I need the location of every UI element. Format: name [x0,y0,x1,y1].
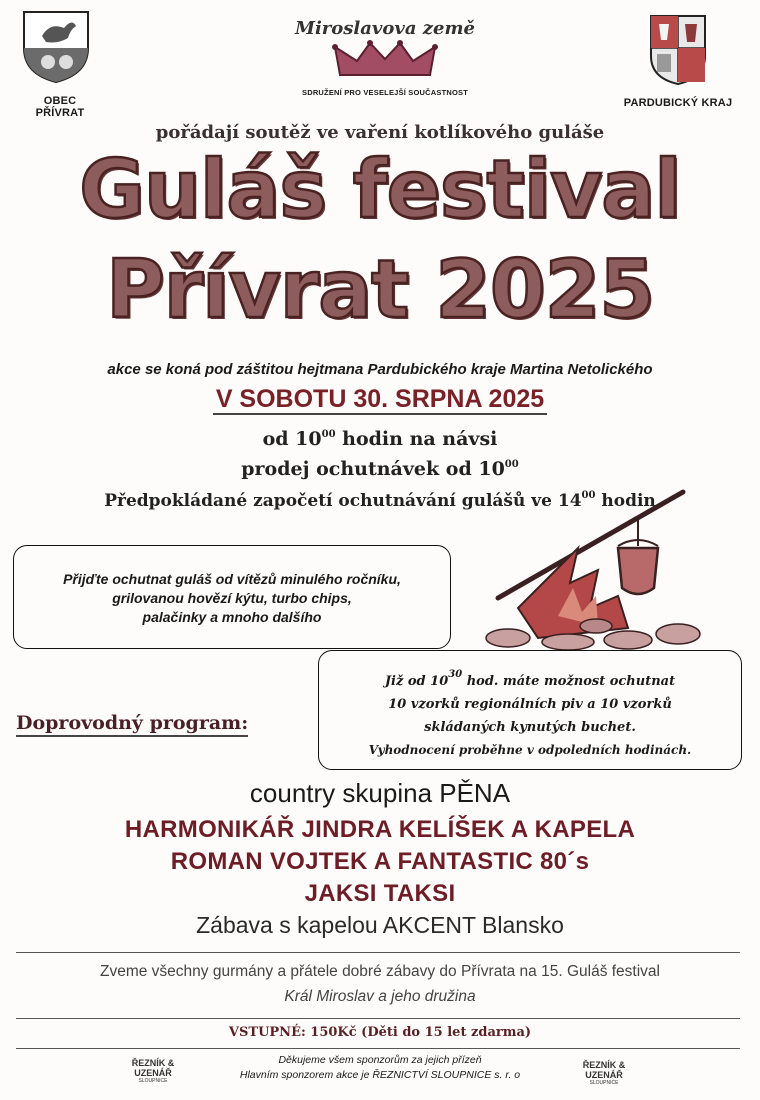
beer-box-line1 [319,663,741,693]
region-coat-of-arms-icon [649,14,707,86]
start-time-pre: od 10 [262,428,322,450]
region-name: PARDUBICKÝ KRAJ [623,97,733,109]
tasting-sale-pre: prodej ochutnávek od 10 [241,458,505,480]
divider-middle [16,1018,740,1019]
act-roman-vojtek: ROMAN VOJTEK A FANTASTIC 80´s [170,848,590,875]
association-brand: Miroslavova země [295,18,475,39]
region-logo [618,14,738,109]
act-accordion-band: HARMONIKÁŘ JINDRA KELÍŠEK A KAPELA [124,816,636,843]
act-dance-party: Zábava s kapelou AKCENT Blansko [196,912,564,938]
start-time-post: hodin na návsi [335,428,498,450]
tasting-sale-minutes: 00 [504,459,519,470]
tasting-sale-line [0,458,760,480]
sponsor-left-name: ŘEZNÍK & UZENÁŘ [131,1058,175,1078]
event-date-text: V SOBOTU 30. SRPNA 2025 [213,385,547,415]
food-offer-box [13,545,451,649]
beer-box-line2: 10 vzorků regionálních piv a 10 vzorků [388,697,672,712]
start-time-line [0,428,760,450]
village-logo [20,8,100,119]
sponsor-logo-right [564,1060,644,1086]
organizers-line: pořádají soutěž ve vaření kotlíkového guláše [155,122,605,143]
sponsor-left-place: SLOUPNICE [138,1078,168,1084]
food-offer-line2: grilovanou hovězí kýtu, turbo chips, [112,590,352,606]
crown-icon [325,39,445,79]
village-name: OBEC PŘÍVRAT [35,95,85,119]
food-offer-line3: palačinky a mnoho dalšího [142,609,322,625]
beer-box-line1-pre: Již od 10 [384,674,449,689]
event-date [0,385,760,414]
food-offer-line1: Přijďte ochutnat guláš od vítězů minulého ročníku, [63,571,401,587]
start-time-minutes: 00 [321,429,336,440]
cauldron-over-fire-icon [478,488,714,650]
divider-bottom [16,1048,740,1049]
beer-box-line4: Vyhodnocení proběhne v odpoledních hodinách. [368,743,692,757]
festival-title: Guláš festival [79,143,681,236]
act-country-band: country skupina PĚNA [249,778,511,808]
invitation-text: Zveme všechny gurmány a přátele dobré zábavy do Přívrata na 15. Guláš festival [99,963,660,980]
beer-box-minutes: 30 [448,669,463,680]
tasting-start-post: hodin [595,491,656,511]
association-subtitle: SDRUŽENÍ PRO VESELEJŠÍ SOUČASTNOST [302,88,468,97]
beer-and-buns-box [318,650,742,770]
divider-top [16,952,740,953]
tasting-start-minutes: 00 [581,490,596,501]
signature-text: Král Miroslav a jeho družina [284,988,476,1005]
tasting-start-pre: Předpokládané započetí ochutnávání gulášů ve 14 [104,491,582,511]
sponsor-thanks: Děkujeme všem sponzorům za jejich přízeň [278,1054,482,1066]
beer-box-line3: skládaných kynutých buchet. [424,720,636,735]
program-heading: Doprovodný program: [16,712,248,737]
patronage-note: akce se koná pod záštitou hejtmana Pardubického kraje Martina Netolického [107,361,653,378]
main-sponsor: Hlavním sponzorem akce je ŘEZNICTVÍ SLOUPNICE s. r. o [239,1069,521,1081]
festival-location-year: Přívrat 2025 [106,243,654,336]
entry-fee: VSTUPNÉ: 150Kč (Děti do 15 let zdarma) [228,1025,532,1040]
sponsor-right-name: ŘEZNÍK & UZENÁŘ [582,1060,626,1080]
village-coat-of-arms-icon [20,8,92,84]
act-jaksi-taksi: JAKSI TAKSI [304,880,456,907]
beer-box-line1-post: hod. máte možnost ochutnat [462,674,676,689]
sponsor-right-place: SLOUPNICE [589,1080,619,1086]
association-logo [290,18,480,97]
